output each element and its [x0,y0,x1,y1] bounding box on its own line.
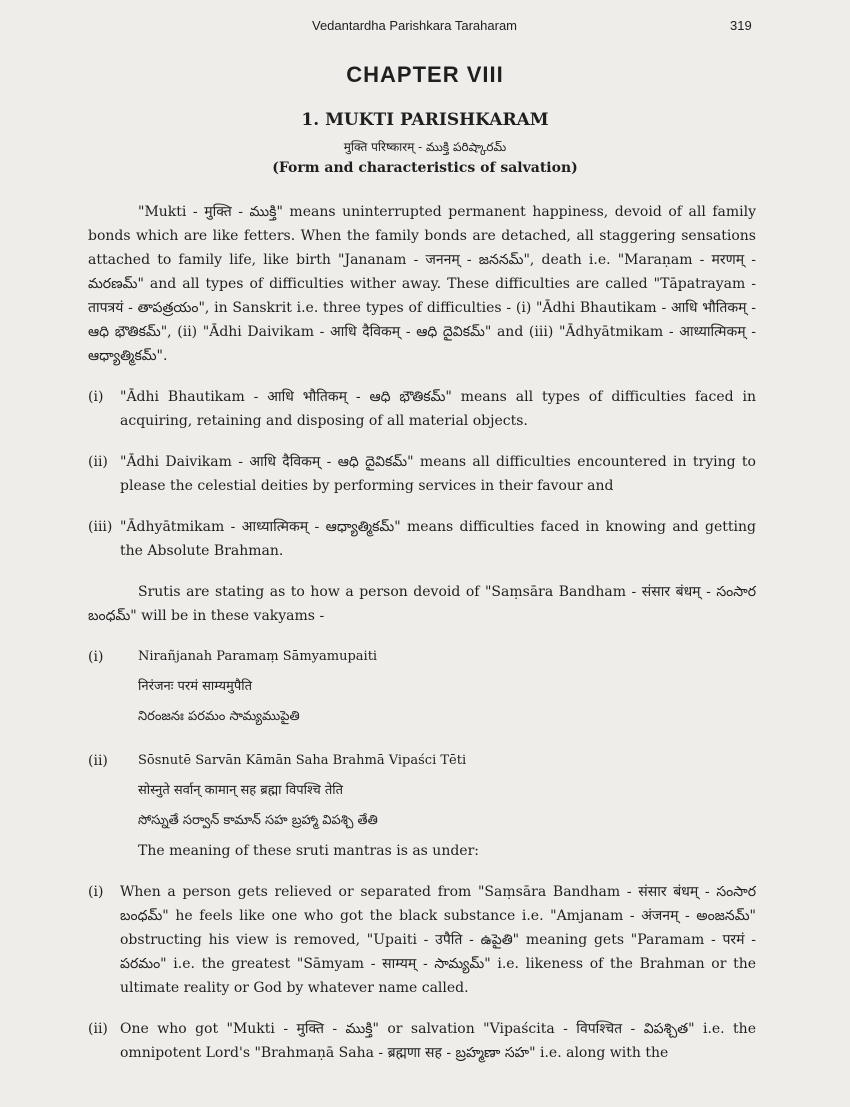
verse-roman [88,645,756,669]
item-label: (iii) [88,519,113,535]
intro-paragraph: "Mukti - मुक्ति - ముక్తి" means uninterrupted permanent happiness, devoid of all family bonds which are like fetters. When the family bonds are detached, all staggering sensations attached to family life, like birth "Jananam - जननम् - జననమ్", death i.e. "Maraṇam - मरणम् - మరణమ్" and all types of difficulties wither away. These difficulties are called "Tāpatrayam - तापत्रयं - తాపత్రయం", in Sanskrit i.e. three types of difficulties - (i) "Ādhi Bhautikam - आधि भौतिकम् - ఆధి భౌతికమ్", (ii) "Ādhi Daivikam - आधि दैविकम् - ఆధి దైవికమ్" and (iii) "Ādhyātmikam - आध्यात्मिकम् - ఆధ్యాత్మికమ్". [88,204,756,364]
verse-roman-text: Sōsnutē Sarvān Kāmān Saha Brahmā Vipaści Tēti [138,753,467,768]
verse-telugu: నిరంజనః పరమం సామ్యముపైతి [138,709,300,724]
verse-roman-text: Nirañjanah Paramaṃ Sāmyamupaiti [138,649,378,664]
item-label: (i) [88,884,104,900]
item-text: One who got "Mukti - मुक्ति - ముక్తి" or salvation "Vipaścita - विपश्चित - విపశ్చిత" i.e. the omnipotent Lord's "Brahmaṇā Saha - ब्रह्मणा सह - బ్రహ్మణా సహ" i.e. along with the [120,1021,756,1061]
verse-telugu: సోస్నుతే సర్వాన్ కామాన్ సహ బ్రహ్మా విపశ్చి తేతి [138,813,378,828]
item-text: "Ādhyātmikam - आध्यात्मिकम् - ఆధ్యాత్మికమ్" means difficulties faced in knowing and getting the Absolute Brahman. [120,519,756,559]
body-text [88,200,756,1082]
verse-devanagari: निरंजनः परमं साम्यमुपैति [138,679,252,694]
item-label: (i) [88,389,104,405]
list-item [88,515,756,563]
section-subtitle: (Form and characteristics of salvation) [272,160,578,176]
verse-label: (ii) [88,753,108,769]
meaning-paragraph: The meaning of these sruti mantras is as under: [138,843,479,859]
list-item [88,385,756,433]
list-item [88,1017,756,1065]
page-number: 319 [730,18,752,33]
page-header [0,18,850,38]
section-title: 1. MUKTI PARISHKARAM [301,110,549,130]
item-label: (ii) [88,454,108,470]
verse-label: (i) [88,649,104,665]
item-text: "Ādhi Daivikam - आधि दैविकम् - ఆధి దైవికమ్" means all difficulties encountered in trying to please the celestial deities by performing services in their favour and [120,454,756,494]
chapter-heading: CHAPTER VIII [346,62,504,87]
running-title: Vedantardha Parishkara Taraharam [312,18,517,33]
verse-roman [88,749,756,773]
list-item [88,880,756,1000]
srutis-paragraph: Srutis are stating as to how a person devoid of "Saṃsāra Bandham - संसार बंधम् - సంసార బంధమ్" will be in these vakyams - [88,584,756,624]
item-text: "Ādhi Bhautikam - आधि भौतिकम् - ఆధి భౌతికమ్" means all types of difficulties faced in acquiring, retaining and disposing of all material objects. [120,389,756,429]
list-item [88,450,756,498]
item-label: (ii) [88,1021,108,1037]
item-text: When a person gets relieved or separated from "Saṃsāra Bandham - संसार बंधम् - సంసార బంధమ్" he feels like one who got the black substance i.e. "Amjanam - अंजनम् - అంజనమ్" obstructing his view is removed, "Upaiti - उपैति - ఉపైతి" meaning gets "Paramam - परमं - పరమం" i.e. the greatest "Sāmyam - साम्यम् - సామ్యమ్" i.e. likeness of the Brahman or the ultimate reality or God by whatever name called. [120,884,756,996]
verse-devanagari: सोस्नुते सर्वान् कामान् सह ब्रह्मा विपश्चि तेति [138,783,344,798]
section-title-scripts: मुक्ति परिष्कारम् - ముక్తి పరిష్కారమ్ [343,140,507,154]
